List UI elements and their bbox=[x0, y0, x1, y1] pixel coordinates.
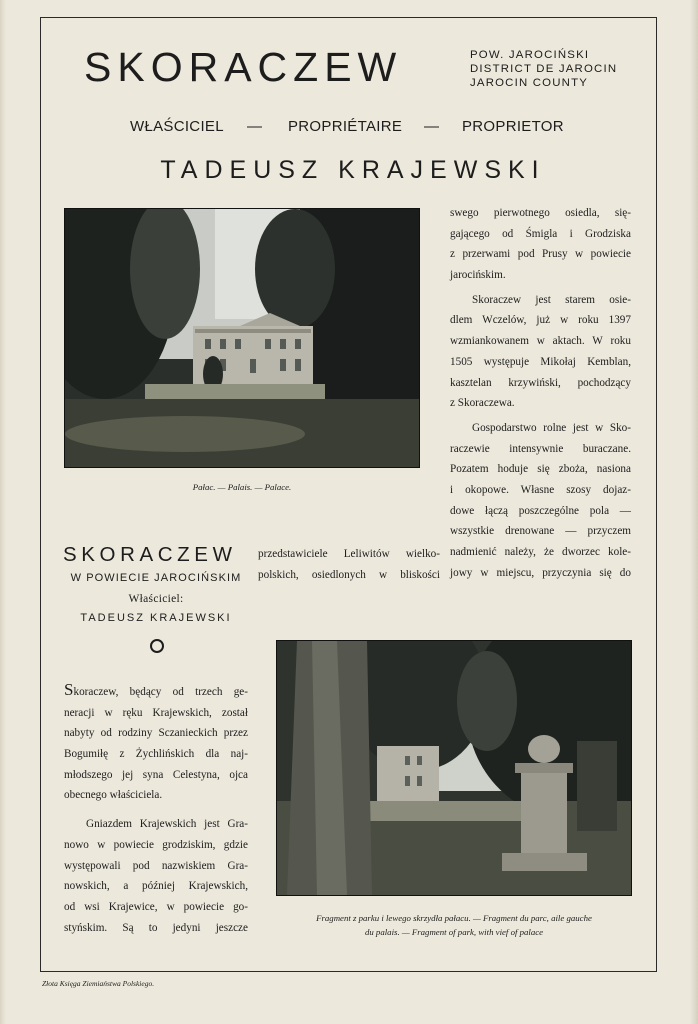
palace-photo bbox=[64, 208, 420, 468]
palace-photo-image bbox=[65, 209, 419, 467]
text-line: nowo w powiecie grodziskim, gdzie bbox=[64, 838, 248, 851]
text-line: przedstawiciele Leliwitów wielko- bbox=[258, 548, 440, 560]
park-photo-image bbox=[277, 641, 631, 895]
text-line-rest: koraczew, będący od trzech ge- bbox=[73, 686, 248, 698]
district-line-en: JAROCIN COUNTY bbox=[470, 77, 589, 89]
district-block bbox=[470, 48, 617, 90]
text-line: Gospodarstwo rolne jest w Sko- bbox=[472, 421, 631, 434]
park-photo-caption-line-2: du palais. — Fragment of park, with vief of palace bbox=[364, 927, 544, 937]
text-line: neracji w ręku Krajewskich, został bbox=[64, 706, 248, 719]
text-line: styńskim. Są to jedyni jeszcze bbox=[64, 921, 248, 934]
palace-photo-caption: Pałac. — Palais. — Palace. bbox=[192, 482, 292, 492]
owner-dash-1: — bbox=[247, 118, 263, 135]
text-line: i okopowe. Własne szosy dojaz- bbox=[450, 483, 631, 496]
owner-label-fr: PROPRIÉTAIRE bbox=[288, 118, 403, 135]
ornament-circle-icon bbox=[150, 639, 164, 653]
text-line: dlem Wczelów, już w roku 1397 bbox=[450, 314, 631, 327]
section-title: SKORACZEW bbox=[63, 543, 237, 566]
text-line bbox=[64, 682, 248, 703]
district-line-fr: DISTRICT DE JAROCIN bbox=[470, 63, 618, 75]
text-line: nadmienić należy, że dworzec kole- bbox=[450, 546, 631, 558]
text-line: wzmiankowanem w aktach. W roku bbox=[450, 335, 631, 348]
text-line: jarocińskim. bbox=[450, 269, 506, 282]
section-subtitle: W POWIECIE JAROCIŃSKIM bbox=[70, 572, 242, 584]
middle-text-column bbox=[258, 544, 440, 585]
text-line: Bogumiłę z Żychlińskich dla naj- bbox=[64, 748, 248, 761]
owner-name-heading: TADEUSZ KRAJEWSKI bbox=[160, 156, 546, 184]
text-line: swego pierwotnego osiedla, się- bbox=[450, 207, 631, 219]
park-photo-caption-line-1: Fragment z parku i lewego skrzydła pałacu. — Fragment du parc, aile gauche bbox=[316, 913, 592, 923]
text-line: polskich, osiedlonych w bliskości bbox=[258, 568, 440, 581]
text-line: Skoraczew jest starem osie- bbox=[472, 293, 631, 306]
text-line: obecnego właściciela. bbox=[64, 789, 163, 802]
text-line: Gniazdem Krajewskich jest Gra- bbox=[86, 818, 248, 831]
left-text-column bbox=[64, 682, 248, 938]
park-photo bbox=[276, 640, 632, 896]
text-line: dowe łączą poszczególne pola — bbox=[450, 504, 631, 517]
text-line: występowali pod nazwiskiem Gra- bbox=[64, 859, 248, 872]
section-owner-label: Właściciel: bbox=[128, 593, 184, 605]
text-line: 1505 występuje Mikołaj Kemblan, bbox=[450, 355, 631, 368]
right-text-column bbox=[450, 203, 631, 583]
district-line-pl: POW. JAROCIŃSKI bbox=[470, 49, 590, 61]
text-line: z przerwami pod Prusy w powiecie bbox=[450, 248, 631, 261]
text-line: młodszego jej syna Celestyna, ojca bbox=[64, 768, 248, 781]
text-line: gającego od Śmigla i Grodziska bbox=[450, 227, 631, 240]
owner-dash-2: — bbox=[424, 118, 440, 135]
owner-label-pl: WŁAŚCICIEL bbox=[130, 118, 224, 135]
text-line: nabyty od rodziny Sczanieckich przez bbox=[64, 727, 248, 740]
text-line: z Skoraczewa. bbox=[450, 397, 515, 410]
text-line: wszystkie drenowane — przyczem bbox=[450, 525, 631, 538]
text-line: raczewie intensywnie buraczane. bbox=[450, 442, 631, 455]
section-owner-name: TADEUSZ KRAJEWSKI bbox=[80, 612, 232, 624]
page-title: SKORACZEW bbox=[84, 44, 403, 90]
text-line: jowy w miejscu, przyczynia się do bbox=[450, 566, 631, 579]
text-line: od wsi Krajewice, w powiecie go- bbox=[64, 900, 248, 913]
drop-cap: S bbox=[64, 680, 74, 699]
text-line: nowskich, a później Krajewskich, bbox=[64, 880, 248, 893]
text-line: Pozatem hoduje się zboża, nasiona bbox=[450, 463, 631, 476]
footer-source: Złota Księga Ziemiaństwa Polskiego. bbox=[42, 979, 155, 988]
owner-label-en: PROPRIETOR bbox=[462, 118, 564, 135]
text-line: kasztelan krzywiński, pochodzący bbox=[450, 376, 631, 389]
